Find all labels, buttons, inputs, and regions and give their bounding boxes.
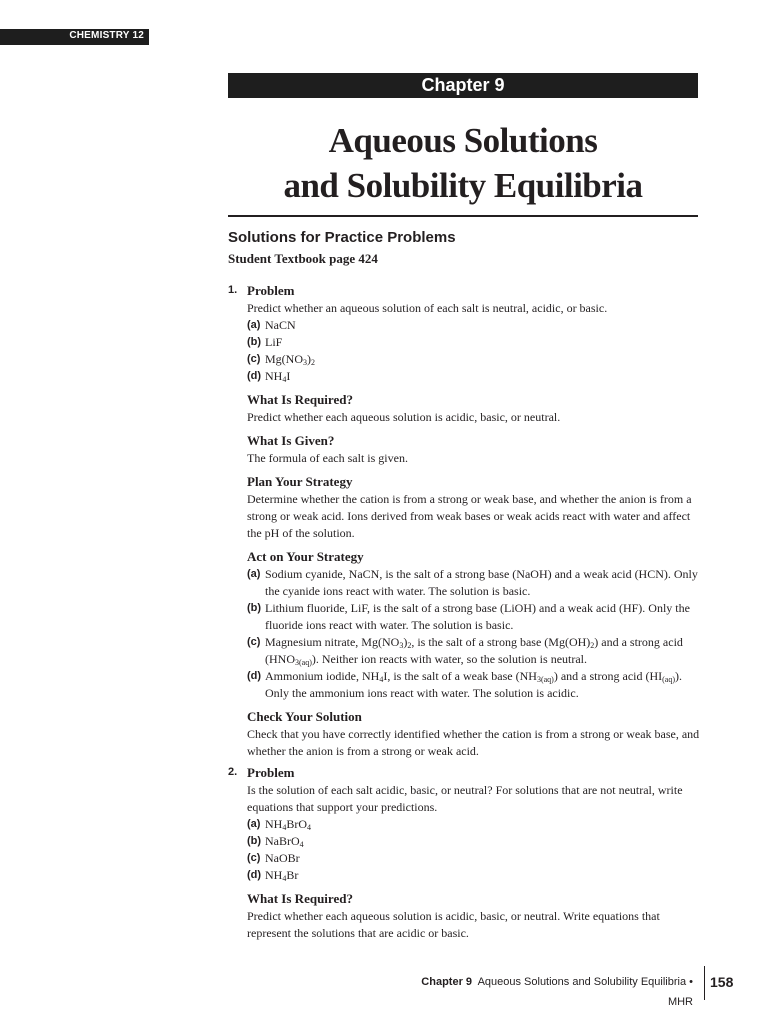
step-text: Ammonium iodide, $NH_4I$, is the salt of a weak base $(NH_{3(aq)})$ and a strong acid $(HI_{(aq)})$. Only the ammonium ions react with water. The solution is acidic.	[265, 669, 683, 700]
problem-part	[247, 850, 703, 867]
part-text: $NH_4I$	[265, 369, 291, 384]
part-label: (b)	[247, 336, 262, 348]
footer-rule	[704, 966, 705, 1000]
step-label: (c)	[247, 636, 261, 648]
problem-2	[228, 764, 703, 942]
plan-heading: Plan Your Strategy	[247, 474, 353, 489]
required-text: Predict whether each aqueous solution is acidic, basic, or neutral. Write equations that represent the solutions that are acidic or basic.	[247, 909, 660, 940]
problem-part	[247, 816, 703, 833]
chapter-title-line-2: and Solubility Equilibria	[283, 166, 643, 205]
act-step	[247, 634, 703, 668]
problem-part	[247, 368, 703, 385]
step-label: (a)	[247, 568, 261, 580]
act-step	[247, 668, 703, 702]
problem-heading: Problem	[247, 765, 295, 780]
part-label: (c)	[247, 852, 261, 864]
problem-part	[247, 317, 703, 334]
chapter-title-line-1: Aqueous Solutions	[328, 121, 598, 160]
part-label: (b)	[247, 835, 262, 847]
textbook-reference: Student Textbook page 424	[228, 251, 378, 266]
part-label: (a)	[247, 818, 261, 830]
problem-number: 2.	[228, 766, 238, 778]
required-heading: What Is Required?	[247, 891, 353, 906]
problem-1	[228, 282, 703, 760]
part-text: $NH_4Br$	[265, 868, 299, 883]
part-text: NaCN	[265, 318, 296, 332]
running-head-bar	[0, 29, 149, 45]
given-text: The formula of each salt is given.	[247, 451, 408, 465]
plan-text: Determine whether the cation is from a strong or weak base, and whether the anion is from a strong or weak acid. Ions derived from weak bases or weak acids react with water and affect the pH of the solution.	[247, 492, 692, 540]
part-label: (a)	[247, 319, 261, 331]
problem-number: 1.	[228, 284, 238, 296]
check-text: Check that you have correctly identified whether the cation is from a strong or weak base, and whether the anion is from a strong or weak acid.	[247, 727, 700, 758]
step-text: Lithium fluoride, LiF, is the salt of a strong base (LiOH) and a weak acid (HF). Only the fluoride ions react with water. The solution is basic.	[265, 601, 690, 632]
required-heading: What Is Required?	[247, 392, 353, 407]
part-text: $Mg(NO_3)_2$	[265, 352, 315, 367]
problem-heading: Problem	[247, 283, 295, 298]
act-step	[247, 566, 703, 600]
step-text: Sodium cyanide, NaCN, is the salt of a strong base (NaOH) and a weak acid (HCN). Only the cyanide ions react with water. The solution is basic.	[265, 567, 698, 598]
problem-part	[247, 867, 703, 884]
footer-running-title: Aqueous Solutions and Solubility Equilibria • MHR	[477, 976, 693, 1008]
given-heading: What Is Given?	[247, 433, 335, 448]
part-text: NaOBr	[265, 851, 300, 865]
act-step	[247, 600, 703, 634]
page-footer	[400, 972, 702, 1008]
part-text: LiF	[265, 335, 283, 349]
section-heading: Solutions for Practice Problems	[228, 229, 456, 246]
check-heading: Check Your Solution	[247, 709, 362, 724]
problem-part	[247, 833, 703, 850]
problem-text: Is the solution of each salt acidic, basic, or neutral? For solutions that are not neutral, write equations that support your predictions.	[247, 783, 683, 814]
chapter-title	[228, 118, 698, 208]
chapter-label-bar: Chapter 9	[228, 73, 698, 98]
act-heading: Act on Your Strategy	[247, 549, 364, 564]
step-label: (d)	[247, 670, 262, 682]
problem-part	[247, 334, 703, 351]
required-text: Predict whether each aqueous solution is acidic, basic, or neutral.	[247, 410, 561, 424]
step-text: Magnesium nitrate, $Mg(NO_3)_2$, is the salt of a strong base $(Mg(OH)_2)$ and a strong acid $(HNO_{3(aq)})$. Neither ion reacts with water, so the solution is neutral.	[265, 635, 683, 667]
part-text: NaBrO$_4$	[265, 834, 304, 849]
part-label: (d)	[247, 869, 262, 881]
part-label: (c)	[247, 353, 261, 365]
title-rule	[228, 215, 698, 217]
part-label: (d)	[247, 370, 262, 382]
footer-chapter-label: Chapter 9	[421, 976, 473, 988]
running-head: CHEMISTRY 12	[69, 30, 144, 41]
step-label: (b)	[247, 602, 262, 614]
problem-part	[247, 351, 703, 368]
page-number: 158	[710, 974, 734, 990]
problem-text: Predict whether an aqueous solution of each salt is neutral, acidic, or basic.	[247, 301, 608, 315]
part-text: $NH_4BrO_4$	[265, 817, 312, 832]
